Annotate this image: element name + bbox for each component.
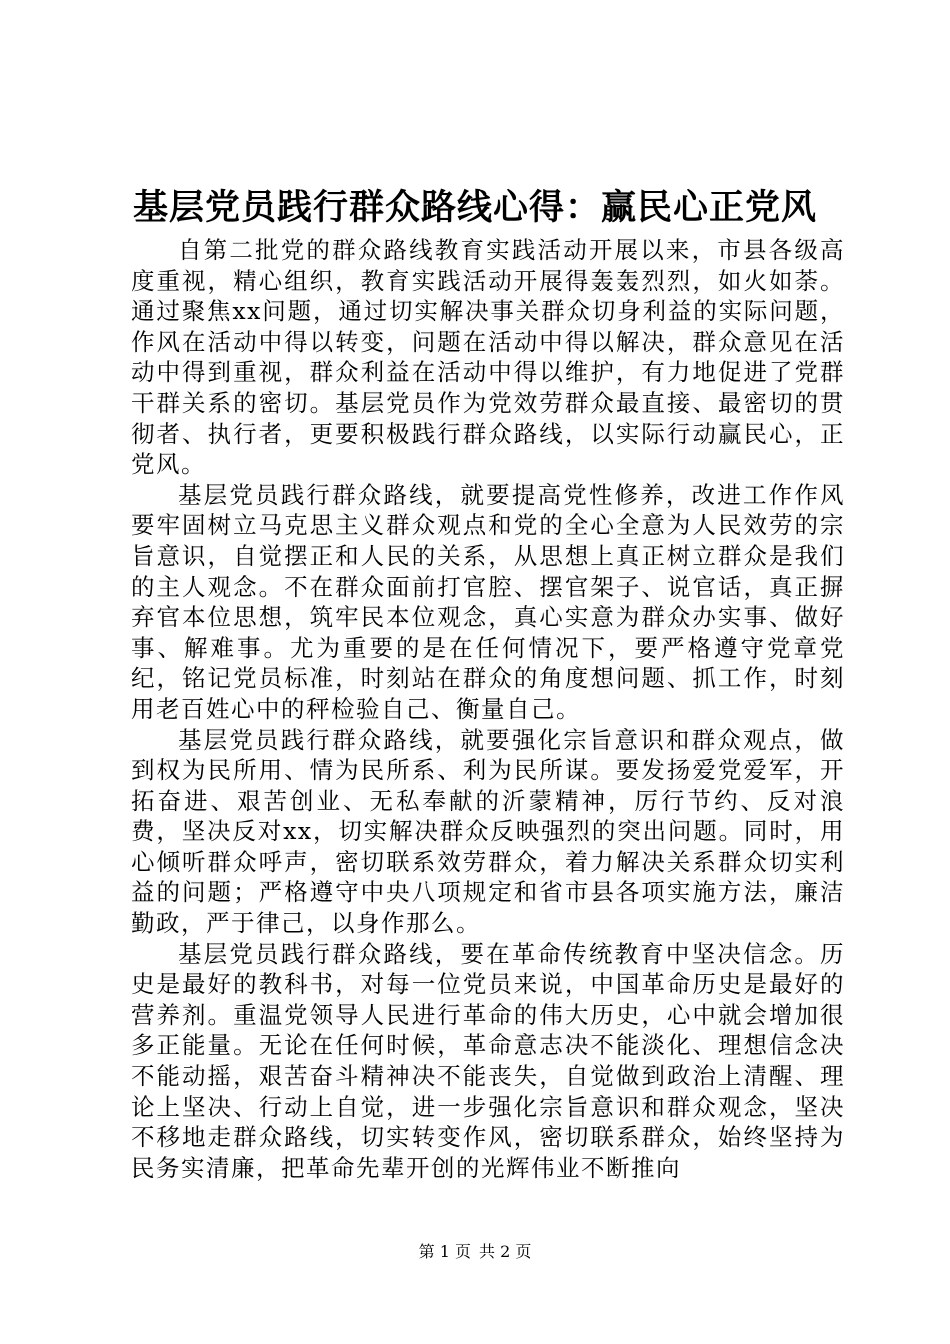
paragraph-1: 自第二批党的群众路线教育实践活动开展以来，市县各级高度重视，精心组织，教育实践活动开展得轰轰烈烈，如火如荼。通过聚焦xx问题，通过切实解决事关群众切身利益的实际问题，作风在活动中得以转变，问题在活动中得以解决，群众意见在活动中得到重视，群众利益在活动中得以维护，有力地促进了党群干群关系的密切。基层党员作为党效劳群众最直接、最密切的贯彻者、执行者，更要积极践行群众路线，以实际行动赢民心，正党风。 [131, 236, 845, 479]
document-body [131, 235, 845, 1183]
paragraph-2: 基层党员践行群众路线，就要提高党性修养，改进工作作风要牢固树立马克思主义群众观点和党的全心全意为人民效劳的宗旨意识，自觉摆正和人民的关系，从思想上真正树立群众是我们的主人观念。不在群众面前打官腔、摆官架子、说官话，真正摒弃官本位思想，筑牢民本位观念，真心实意为群众办实事、做好事、解难事。尤为重要的是在任何情况下，要严格遵守党章党纪，铭记党员标准，时刻站在群众的角度想问题、抓工作，时刻用老百姓心中的秤检验自己、衡量自己。 [131, 480, 845, 723]
paragraph-3: 基层党员践行群众路线，就要强化宗旨意识和群众观点，做到权为民所用、情为民所系、利为民所谋。要发扬爱党爱军，开拓奋进、艰苦创业、无私奉献的沂蒙精神，厉行节约、反对浪费，坚决反对xx，切实解决群众反映强烈的突出问题。同时，用心倾听群众呼声，密切联系效劳群众，着力解决关系群众切实利益的问题；严格遵守中央八项规定和省市县各项实施方法，廉洁勤政，严于律己，以身作那么。 [131, 725, 845, 938]
page-footer [0, 1242, 950, 1262]
page-total: 共 2 页 [479, 1242, 532, 1261]
page-number: 第 1 页 [418, 1242, 471, 1261]
document-title: 基层党员践行群众路线心得：赢民心正党风 [132, 187, 817, 228]
paragraph-4: 基层党员践行群众路线，要在革命传统教育中坚决信念。历史是最好的教科书，对每一位党员来说，中国革命历史是最好的营养剂。重温党领导人民进行革命的伟大历史，心中就会增加很多正能量。无论在任何时候，革命意志决不能淡化、理想信念决不能动摇，艰苦奋斗精神决不能丧失，自觉做到政治上清醒、理论上坚决、行动上自觉，进一步强化宗旨意识和群众观念，坚决不移地走群众路线，切实转变作风，密切联系群众，始终坚持为民务实清廉，把革命先辈开创的光辉伟业不断推向 [131, 939, 845, 1182]
